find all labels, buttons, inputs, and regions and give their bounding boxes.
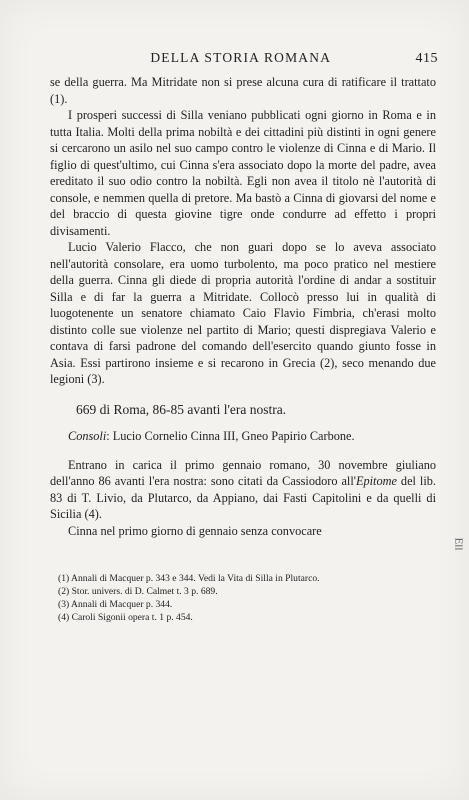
footnote: (2) Stor. univers. di D. Calmet t. 3 p. 689. xyxy=(58,586,218,597)
year-heading: 669 di Roma, 86-85 avanti l'era nostra. xyxy=(76,401,287,417)
footnote: (4) Caroli Sigonii opera t. 1 p. 454. xyxy=(58,612,193,623)
paragraph xyxy=(50,523,436,540)
footnotes xyxy=(58,572,436,624)
main-text xyxy=(50,74,436,539)
paragraph-italic: Epitome xyxy=(355,474,397,488)
running-title: DELLA STORIA ROMANA xyxy=(150,50,332,65)
paragraph: se della guerra. Ma Mitridate non si prese alcuna cura di ratificare il trattato (1). xyxy=(50,75,436,106)
footnote: (1) Annali di Macquer p. 343 e 344. Vedi la Vita di Silla in Plutarco. xyxy=(58,573,320,584)
paragraph-text: Cinna nel primo giorno di gennaio senza convocare xyxy=(68,523,322,538)
page-number: 415 xyxy=(415,51,438,66)
margin-mark: Ell xyxy=(452,537,465,551)
consuls-names: : Lucio Cornelio Cinna III, Gneo Papirio Carbone. xyxy=(106,429,355,443)
paragraph-text: del lib. 83 di T. Livio, da Plutarco, da Appiano, dai Fasti Capitolini e da quelli di Sicilia (4). xyxy=(50,474,436,521)
consuls-line xyxy=(50,428,436,445)
running-header xyxy=(48,50,438,67)
paragraph: Lucio Valerio Flacco, che non guari dopo se lo aveva associato nell'autorità consolare, era uomo turbolento, ma poco pratico nel mestiere della guerra. Cinna gli diede di propria autorità l'ordine di andar a sostituir Silla e di far la guerra a Mitridate. Collocò presso lui in qualità di luogotenente un senatore chiamato Caio Flavio Fimbria, ch'erasi molto distinto colle sue violenze nel partito di Mario; questi dispregiava Valerio e contava di farsi padrone del comando dell'esercito quando giunto fosse in Asia. Essi partirono insieme e si recarono in Grecia (2), seco menando due legioni (3). xyxy=(50,240,436,386)
paragraph-text: Entrano in carica il primo gennaio romano, 30 novembre giuliano dell'anno 86 avanti l'era nostra: sono citati da Cassiodoro all' xyxy=(50,457,436,488)
paragraph: I prosperi successi di Silla veniano pubblicati ogni giorno in Roma e in tutta Italia. Molti della prima nobiltà e dei cittadini più distinti in ogni genere si cercarono un asilo nel suo campo contro le violenze di Cinna e di Mario. Il figlio di quest'ultimo, cui Cinna s'era associato dopo la morte del padre, avea ereditato il suo odio contro la nobiltà. Egli non avea il titolo nè l'autorità di console, e nemmen quella di pretore. Ma bastò a Cinna di giovarsi del nome e del braccio di questa giovine tigre onde condurre ad effetto i propri divisamenti. xyxy=(50,108,436,238)
footnote: (3) Annali di Macquer p. 344. xyxy=(58,599,173,610)
paragraph xyxy=(50,457,436,523)
consuls-label: Consoli xyxy=(68,429,107,443)
